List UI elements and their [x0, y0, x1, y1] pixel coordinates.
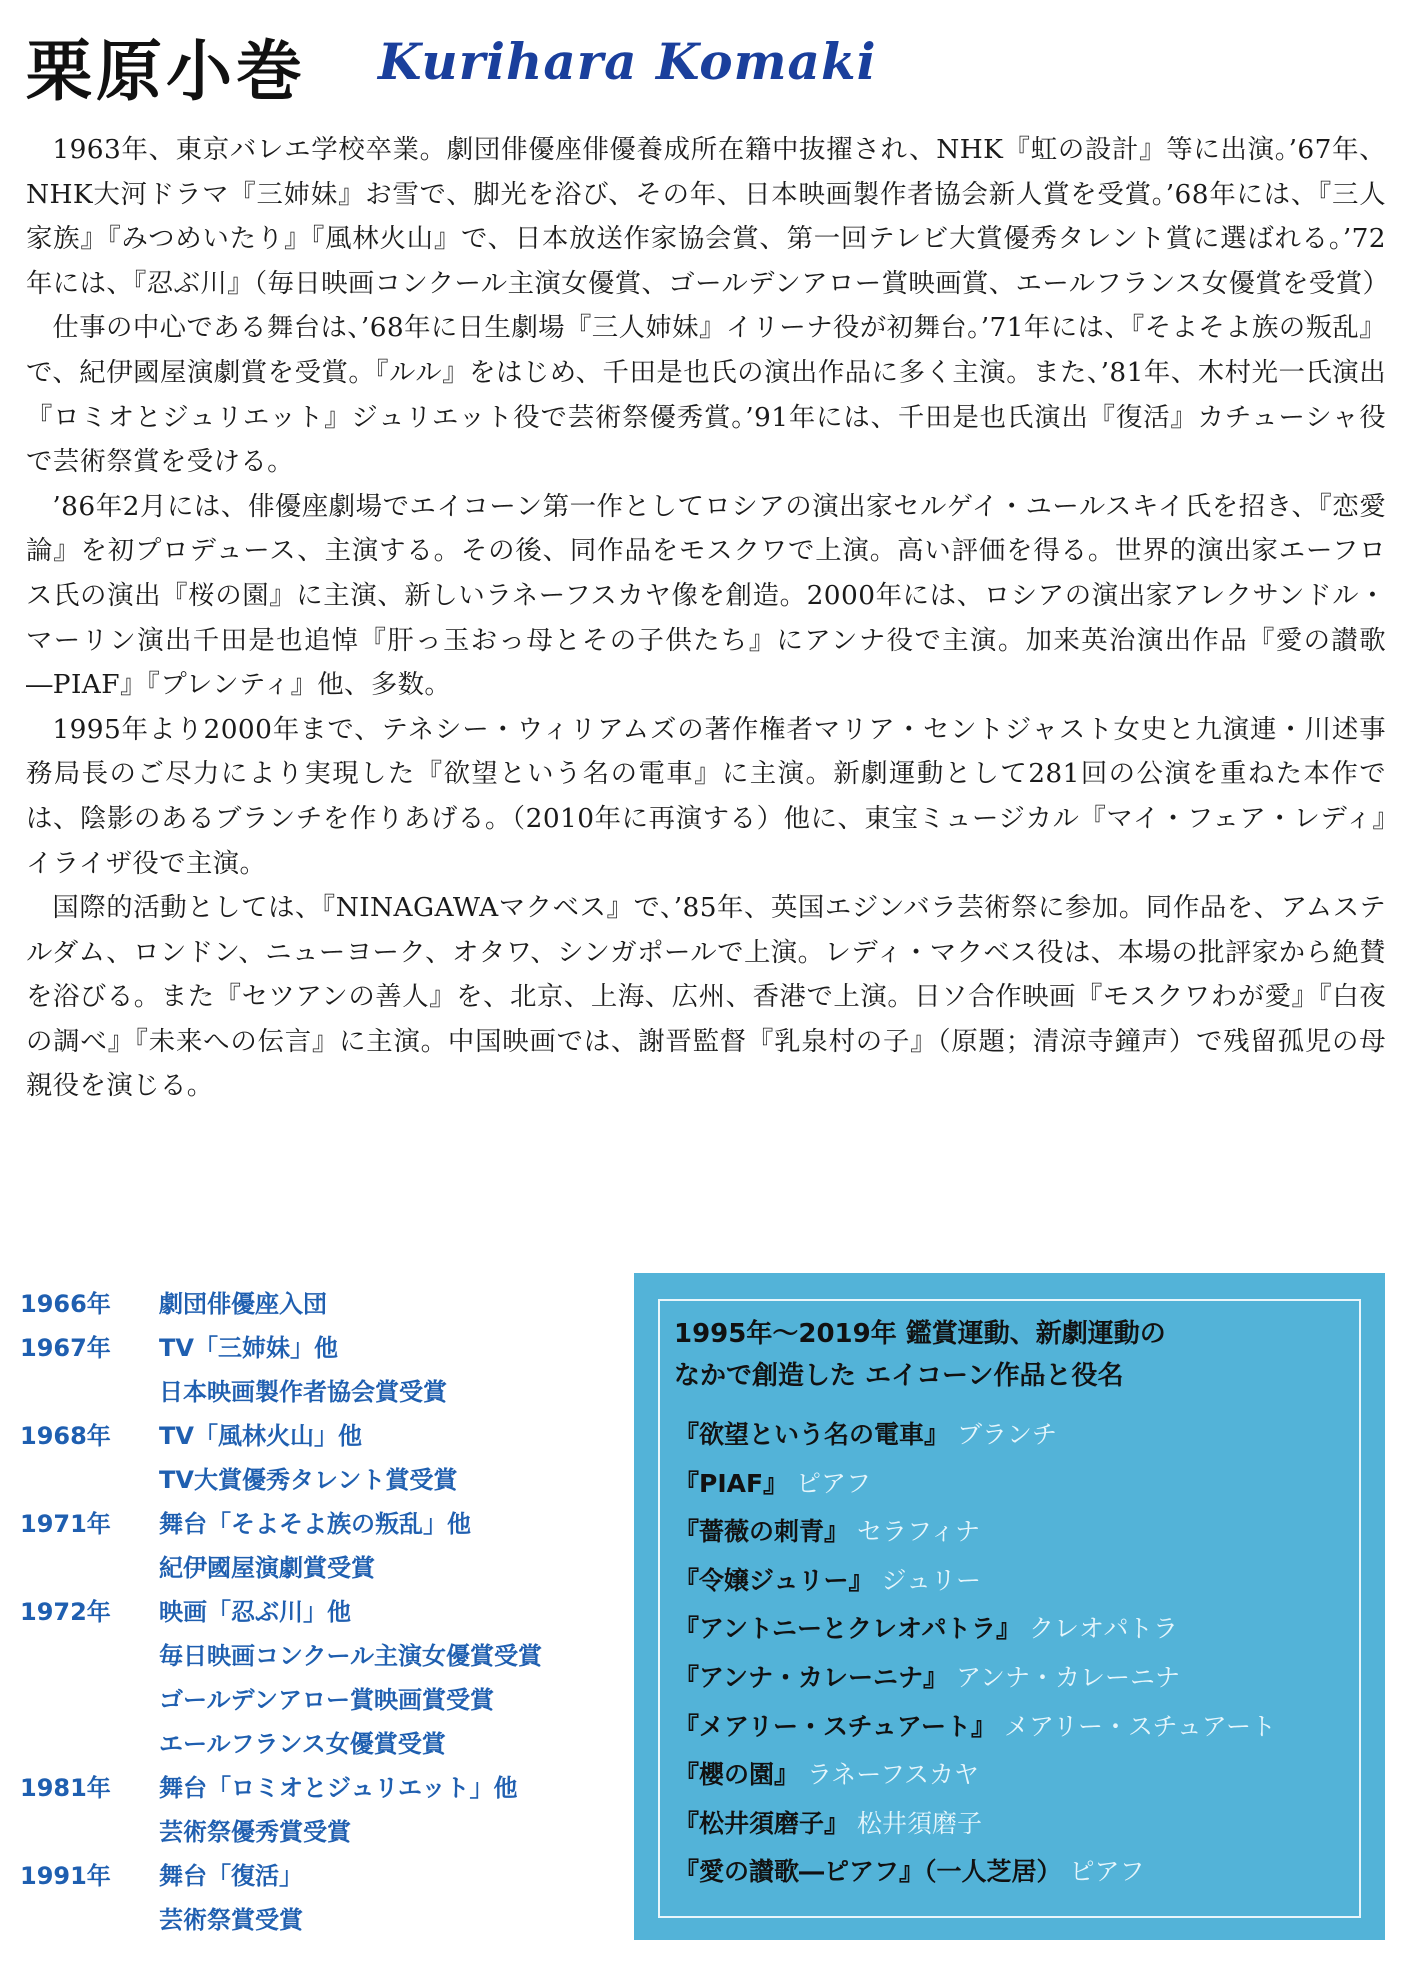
- timeline-event: 毎日映画コンクール主演女優賞受賞: [159, 1642, 543, 1670]
- work-title: 『メアリー・スチュアート』: [674, 1711, 997, 1741]
- work-item: [674, 1605, 1276, 1654]
- work-role: クレオパトラ: [1028, 1614, 1178, 1644]
- timeline-entry: [20, 1282, 620, 1326]
- works-panel-heading: [674, 1313, 1166, 1397]
- work-item: [674, 1800, 1276, 1849]
- work-role: ラネーフスカヤ: [806, 1760, 979, 1790]
- work-role: ピアフ: [796, 1468, 872, 1498]
- page-title-japanese: 栗原小巻: [26, 32, 306, 110]
- biography-paragraph: 国際的活動としては、『NINAGAWAマクベス』で、’85年、英国エジンバラ芸術祭に参加。同作品を、アムステルダム、ロンドン、ニューヨーク、オタワ、シンガポールで上演。レディ・マクベス役は、本場の批評家から絶賛を浴びる。また『セツアンの善人』を、北京、上海、広州、香港で上演。日ソ合作映画『モスクワわが愛』『白夜の調べ』『未来への伝言』に主演。中国映画では、謝晋監督『乳泉村の子』（原題；清涼寺鐘声）で残留孤児の母親役を演じる。: [26, 892, 1386, 1102]
- timeline-year: 1981年: [20, 1774, 111, 1802]
- timeline-event: 舞台「そよそよ族の叛乱」他: [159, 1510, 471, 1538]
- work-role: 松井須磨子: [856, 1808, 982, 1838]
- biography-paragraph: ’86年2月には、俳優座劇場でエイコーン第一作としてロシアの演出家セルゲイ・ユールスキイ氏を招き、『恋愛論』を初プロデュース、主演する。その後、同作品をモスクワで上演。高い評価を得る。世界的演出家エーフロス氏の演出『桜の園』に主演、新しいラネーフスカヤ像を創造。2000年には、ロシアの演出家アレクサンドル・マーリン演出千田是也追悼『肝っ玉おっ母とその子供たち』にアンナ役で主演。加来英治演出作品『愛の讃歌―PIAF』『プレンティ』他、多数。: [26, 490, 1386, 701]
- work-role: ブランチ: [956, 1420, 1057, 1449]
- timeline-year: 1966年: [20, 1290, 111, 1318]
- timeline-event: 日本映画製作者協会賞受賞: [159, 1378, 447, 1406]
- work-title: 『櫻の園』: [674, 1760, 800, 1790]
- timeline-entry: [20, 1590, 620, 1766]
- biography-paragraph: 1963年、東京バレエ学校卒業。劇団俳優座俳優養成所在籍中抜擢され、NHK『虹の設計』等に出演。’67年、NHK大河ドラマ『三姉妹』お雪で、脚光を浴び、その年、日本映画製作者協会新人賞を受賞。’68年には、『三人家族』『みつめいたり』『風林火山』で、日本放送作家協会賞、第一回テレビ大賞優秀タレント賞に選ばれる。’72年には、『忍ぶ川』（毎日映画コンクール主演女優賞、ゴールデンアロー賞映画賞、エールフランス女優賞を受賞）: [26, 134, 1390, 299]
- timeline-year: 1991年: [20, 1862, 111, 1890]
- work-title: 『PIAF』: [674, 1468, 789, 1498]
- work-title: 『愛の讃歌―ピアフ』（一人芝居）: [674, 1857, 1062, 1887]
- work-title: 『令嬢ジュリー』: [674, 1565, 874, 1595]
- timeline-year: 1972年: [20, 1598, 111, 1626]
- work-item: [674, 1848, 1276, 1897]
- timeline-event: 芸術祭賞受賞: [159, 1906, 303, 1934]
- timeline-event: TV「三姉妹」他: [159, 1334, 338, 1362]
- works-panel-heading-line: 1995年～2019年 鑑賞運動、新劇運動の: [674, 1319, 1166, 1349]
- work-role: アンナ・カレーニナ: [955, 1662, 1180, 1692]
- timeline-event: 紀伊國屋演劇賞受賞: [159, 1554, 375, 1582]
- timeline-event: 劇団俳優座入団: [159, 1290, 327, 1318]
- works-list: [674, 1411, 1276, 1897]
- timeline-entry: [20, 1414, 620, 1502]
- work-item: [674, 1508, 1276, 1557]
- biography-section: [26, 128, 1390, 1109]
- timeline-year: 1971年: [20, 1510, 111, 1538]
- timeline-event: 映画「忍ぶ川」他: [159, 1598, 351, 1626]
- work-role: ジュリー: [881, 1565, 981, 1595]
- biography-paragraph: 仕事の中心である舞台は、’68年に日生劇場『三人姉妹』イリーナ役が初舞台。’71年には、『そよそよ族の叛乱』で、紀伊國屋演劇賞を受賞。『ルル』をはじめ、千田是也氏の演出作品に多く主演。また、’81年、木村光一氏演出『ロミオとジュリエット』ジュリエット役で芸術祭優秀賞。’91年には、千田是也氏演出『復活』カチューシャ役で芸術祭賞を受ける。: [26, 312, 1386, 478]
- biography-paragraph: 1995年より2000年まで、テネシー・ウィリアムズの著作権者マリア・セントジャスト女史と九演連・川述事務局長のご尽力により実現した『欲望という名の電車』に主演。新劇運動として281回の公演を重ねた本作では、陰影のあるブランチを作りあげる。（2010年に再演する）他に、東宝ミュージカル『マイ・フェア・レディ』イライザ役で主演。: [26, 713, 1386, 879]
- timeline-year: 1967年: [20, 1334, 111, 1362]
- work-item: [674, 1460, 1276, 1509]
- work-role: セラフィナ: [856, 1517, 980, 1547]
- timeline-entry: [20, 1326, 620, 1414]
- timeline-event: 芸術祭優秀賞受賞: [159, 1818, 351, 1846]
- work-role: ピアフ: [1069, 1857, 1145, 1887]
- timeline-entry: [20, 1854, 620, 1942]
- timeline-year: 1968年: [20, 1422, 111, 1450]
- work-item: [674, 1654, 1276, 1703]
- timeline-event: TV「風林火山」他: [159, 1422, 362, 1450]
- work-item: [674, 1557, 1276, 1606]
- timeline-entry: [20, 1766, 620, 1854]
- works-panel: [634, 1273, 1385, 1940]
- works-panel-heading-line: なかで創造した エイコーン作品と役名: [674, 1361, 1124, 1391]
- timeline-event: TV大賞優秀タレント賞受賞: [159, 1466, 458, 1494]
- work-title: 『アントニーとクレオパトラ』: [674, 1614, 1022, 1644]
- work-item: [674, 1751, 1276, 1800]
- work-item: [674, 1703, 1276, 1752]
- timeline-event: ゴールデンアロー賞映画賞受賞: [159, 1686, 495, 1714]
- timeline-entry: [20, 1502, 620, 1590]
- work-title: 『松井須磨子』: [674, 1808, 850, 1838]
- career-timeline: [20, 1282, 620, 1942]
- timeline-event: エールフランス女優賞受賞: [159, 1730, 446, 1758]
- work-item: [674, 1411, 1276, 1460]
- work-title: 『アンナ・カレーニナ』: [674, 1662, 949, 1692]
- timeline-event: 舞台「復活」: [159, 1862, 303, 1890]
- work-title: 『薔薇の刺青』: [674, 1517, 850, 1547]
- timeline-event: 舞台「ロミオとジュリエット」他: [159, 1774, 518, 1802]
- work-role: メアリー・スチュアート: [1003, 1711, 1276, 1741]
- page-title-romanized: Kurihara Komaki: [378, 32, 877, 91]
- work-title: 『欲望という名の電車』: [674, 1420, 950, 1449]
